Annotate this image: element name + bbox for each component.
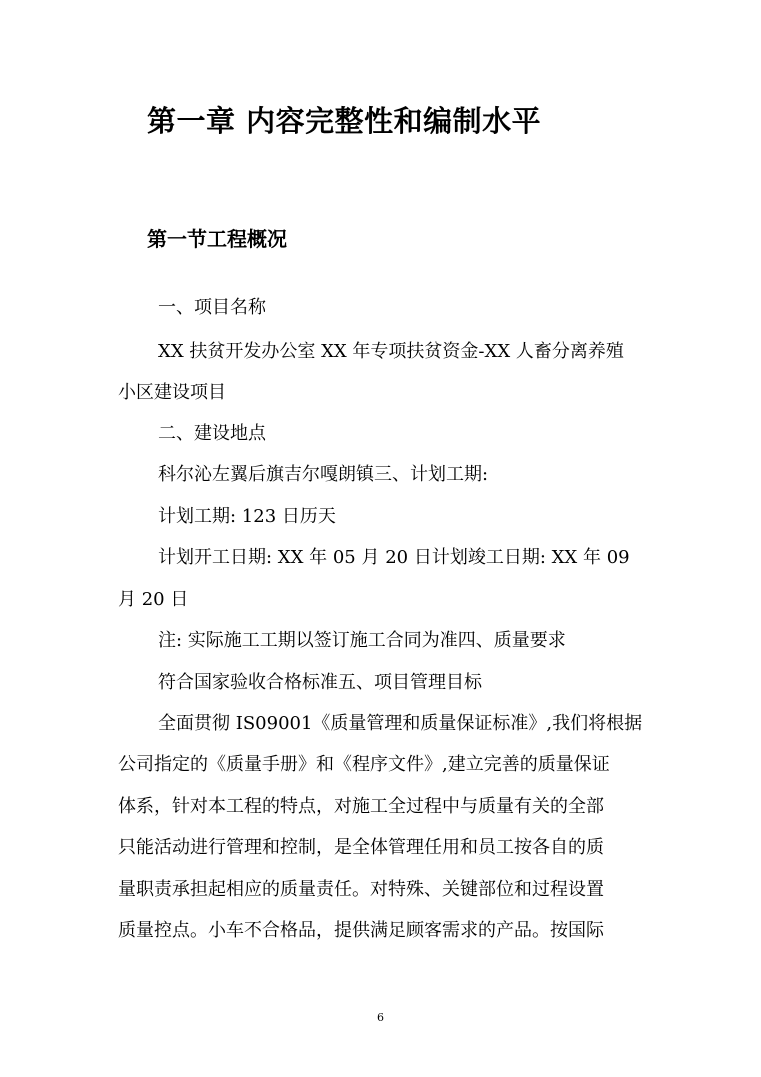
item-heading-location: 二、建设地点: [158, 423, 266, 444]
paragraph-line: 量职责承担起相应的质量责任。对特殊、关键部位和过程设置: [118, 879, 604, 900]
paragraph-line: 注: 实际施工工期以签订施工合同为准四、质量要求: [158, 630, 566, 651]
paragraph-line: 公司指定的《质量手册》和《程序文件》,建立完善的质量保证: [118, 754, 610, 775]
paragraph-line: 小区建设项目: [118, 382, 226, 403]
item-heading-project-name: 一、项目名称: [158, 297, 266, 318]
paragraph-line: 月 20 日: [118, 589, 189, 610]
paragraph-line: 全面贯彻 IS09001《质量管理和质量保证标准》,我们将根据: [158, 713, 643, 734]
chapter-title: 第一章 内容完整性和编制水平: [147, 104, 542, 138]
paragraph-line: 符合国家验收合格标准五、项目管理目标: [158, 672, 482, 693]
paragraph-line: 体系，针对本工程的特点，对施工全过程中与质量有关的全部: [118, 796, 604, 817]
page-number: 6: [377, 1011, 384, 1024]
paragraph-line: 计划开工日期: XX 年 05 月 20 日计划竣工日期: XX 年 09: [158, 547, 630, 568]
paragraph-line: 质量控点。小车不合格品，提供满足顾客需求的产品。按国际: [118, 920, 604, 941]
paragraph-line: 计划工期: 123 日历天: [158, 506, 336, 527]
paragraph-line: 只能活动进行管理和控制，是全体管理任用和员工按各自的质: [118, 837, 604, 858]
paragraph-line: 科尔沁左翼后旗吉尔嘎朗镇三、计划工期:: [158, 464, 489, 485]
paragraph-line: XX 扶贫开发办公室 XX 年专项扶贫资金-XX 人畜分离养殖: [158, 341, 624, 362]
section-title: 第一节工程概况: [147, 227, 287, 251]
